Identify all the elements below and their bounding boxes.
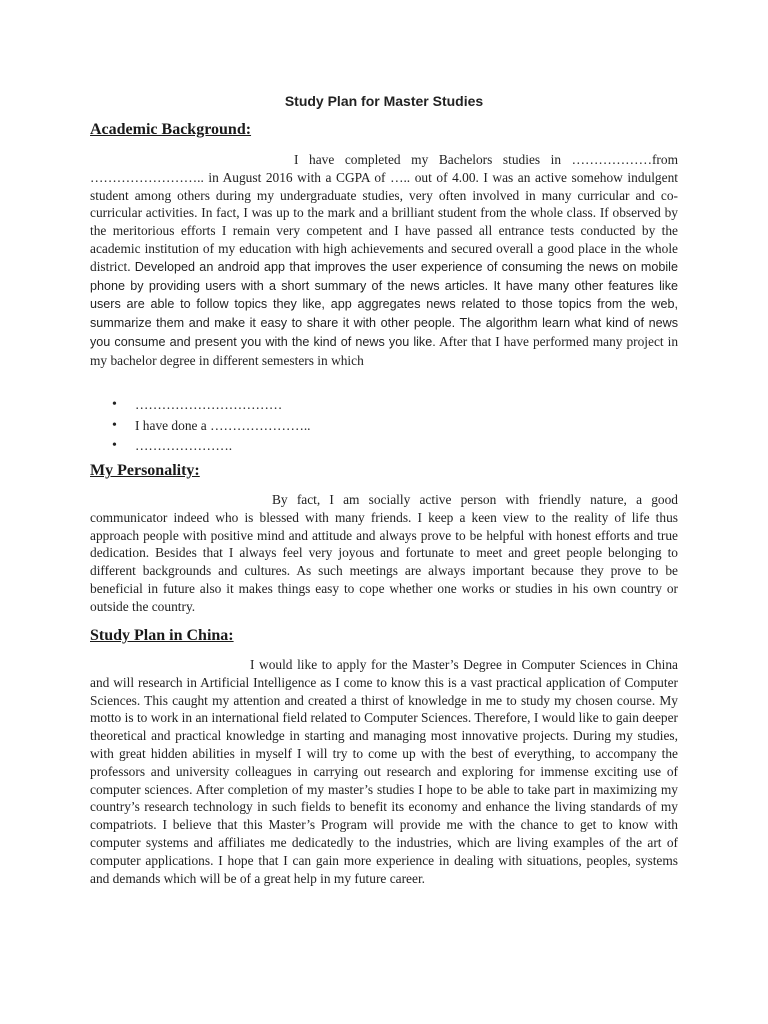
academic-background-heading: Academic Background:	[90, 121, 252, 138]
personality-paragraph: By fact, I am socially active person with friendly nature, a good communicator indeed who is blessed with many friends. I keep a keen view to the reality of life thus approach people with positive mind and attitude and always prove to be helpful with honest efforts and true dedication. Besides that I always feel very joyous and fortunate to meet and greet people belonging to different backgrounds and cultures. As such meetings are always important because they prove to be beneficial in future also it makes things easy to cope whether one works or studies in his own country or outside the country.	[90, 492, 678, 614]
document-title: Study Plan for Master Studies	[284, 93, 484, 109]
list-item: • ………………….	[90, 436, 311, 457]
academic-text-part1: I have completed my Bachelors studies in ………………from …………………….. in August 2016 with a CGPA of ….. out of 4.00. I was an active somehow indulgent student among others during my undergraduate studies, very often involved in many curricular and co-curricular activities. In fact, I was up to the mark and a brilliant student from the whole class. If observed by the meritorious efforts I remain very competent and I have passed all entrance tests conducted by the academic institution of my education with high achievements and secured overall a good place in the whole district.	[90, 152, 678, 274]
projects-bullet-list	[90, 395, 311, 457]
academic-background-paragraph	[90, 151, 678, 370]
list-item: • ……………………………	[90, 395, 311, 416]
personality-heading: My Personality:	[90, 462, 200, 479]
study-plan-heading: Study Plan in China:	[90, 627, 234, 644]
study-plan-paragraph: I would like to apply for the Master’s Degree in Computer Sciences in China and will research in Artificial Intelligence as I come to know this is a vast practical application of Computer Sciences. This caught my attention and created a thirst of knowledge in me to study my chosen course. My motto is to work in an international field related to Computer Sciences. Therefore, I would like to gain deeper theoretical and practical knowledge in starting and managing most innovative projects. During my studies, with great hidden abilities in myself I will try to come up with the best of everything, to accompany the professors and university colleagues in carrying out research and exploring for immense exciting use of computer sciences. After completion of my master’s studies I hope to be able to take part in maximizing my country’s research technology in such fields to benefit its economy and enhance the living standards of my compatriots. I believe that this Master’s Program will provide me with the chance to get to know with computer systems and affiliates me dedicatedly to the industries, which are living examples of the art of computer applications. I hope that I can gain more experience in dealing with situations, peoples, systems and demands which will be of a great help in my future career.	[90, 657, 678, 886]
academic-text-part2: Developed an android app that improves the user experience of consuming the news on mobile phone by providing users with a short summary of the news articles. It have many other features like users are able to follow topics they like, app aggregates news related to those topics from the web, summarize them and make it easy to share it with other people. The algorithm learn what kind of news you consume and present you with the kind of news you like.	[90, 259, 678, 349]
list-item: • I have done a …………………..	[90, 416, 311, 437]
academic-text-part3: After that I have performed many project in my bachelor degree in different semesters in which	[90, 333, 679, 368]
